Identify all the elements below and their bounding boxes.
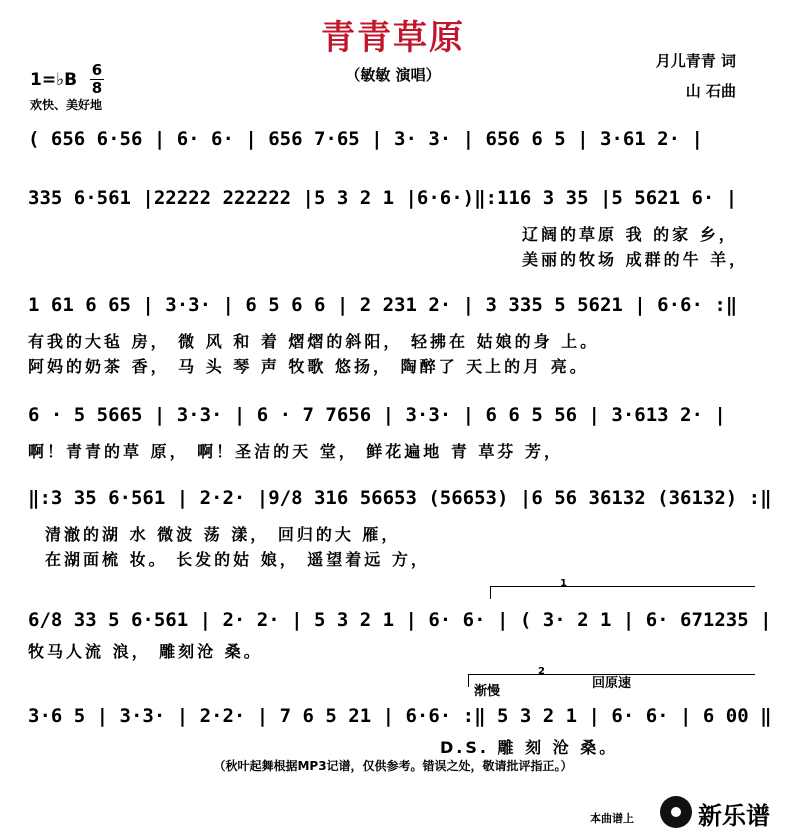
first-ending-bracket [490,586,755,599]
lyric-row-6: 牧马人流 浪， 雕刻沧 桑。 [28,642,263,661]
score-row-6: 6/8 33 5 6·561 | 2· 2· | 5 3 2 1 | 6· 6· | ( 3· 2 1 | 6· 671235 | [28,609,772,631]
score-row-5: ‖:3 35 6·561 | 2·2· |9/8 316 56653 (56653) |6 56 36132 (36132) :‖ [28,487,772,509]
meter-bottom: 8 [91,79,103,97]
score-row-2: 335 6·561 |22222 222222 |5 3 2 1 |6·6·)‖:116 3 35 |5 5621 6· | [28,187,738,209]
composer-credit: 山 石曲 [685,82,736,100]
ritardando-mark: 渐慢 [474,684,501,699]
lyric-row-2-verse-1: 辽阔的草原 我 的家 乡， [522,225,738,244]
score-row-3: 1 61 6 65 | 3·3· | 6 5 6 6 | 2 231 2· | 3 335 5 5621 | 6·6· :‖ [28,294,738,316]
lyric-row-2-verse-2: 美丽的牧场 成群的牛 羊， [522,250,749,269]
lyricist-credit: 月儿青青 词 [655,52,736,70]
key-signature: 1=♭B [30,70,78,90]
vinyl-disc-icon [660,796,692,828]
lyric-row-5-verse-2: 在湖面梳 妆。 长发的姑 娘， 遥望着远 方， [45,550,430,569]
meter-top: 6 [91,61,103,79]
score-row-4: 6 · 5 5665 | 3·3· | 6 · 7 7656 | 3·3· | 6 6 5 56 | 3·613 2· | [28,404,726,426]
second-ending-number: 2 [538,666,545,677]
singer-line: （敏敏 演唱） [345,66,441,84]
lyric-row-4: 啊！青青的草 原， 啊！圣洁的天 堂， 鲜花遍地 青 草芬 芳， [28,442,563,461]
score-row-7: 3·6 5 | 3·3· | 2·2· | 7 6 5 21 | 6·6· :‖ 5 3 2 1 | 6· 6· | 6 00 ‖ [28,705,772,727]
lyric-row-3-verse-2: 阿妈的奶茶 香， 马 头 琴 声 牧歌 悠扬， 陶醉了 天上的月 亮。 [28,357,589,376]
a-tempo-mark: 回原速 [592,676,632,691]
score-row-1: ( 656 6·56 | 6· 6· | 656 7·65 | 3· 3· | 656 6 5 | 3·61 2· | [28,128,703,150]
song-title: 青青草原 [321,18,465,58]
lyric-row-7: D.S. 雕 刻 沧 桑。 [440,738,619,757]
tempo-marking: 欢快、美好地 [30,98,103,112]
lyric-row-5-verse-1: 清澈的湖 水 微波 荡 漾， 回归的大 雁， [45,525,401,544]
first-ending-number: 1 [560,578,567,589]
footnote: （秋叶起舞根据MP3记谱，仅供参考。错误之处，敬请批评指正。） [213,759,573,773]
lyric-row-3-verse-1: 有我的大毡 房， 微 风 和 着 熠熠的斜阳， 轻拂在 姑娘的身 上。 [28,332,600,351]
site-brand: 新乐谱 [698,802,770,830]
footer-prefix: 本曲谱上 [590,812,634,825]
time-signature [90,63,104,96]
